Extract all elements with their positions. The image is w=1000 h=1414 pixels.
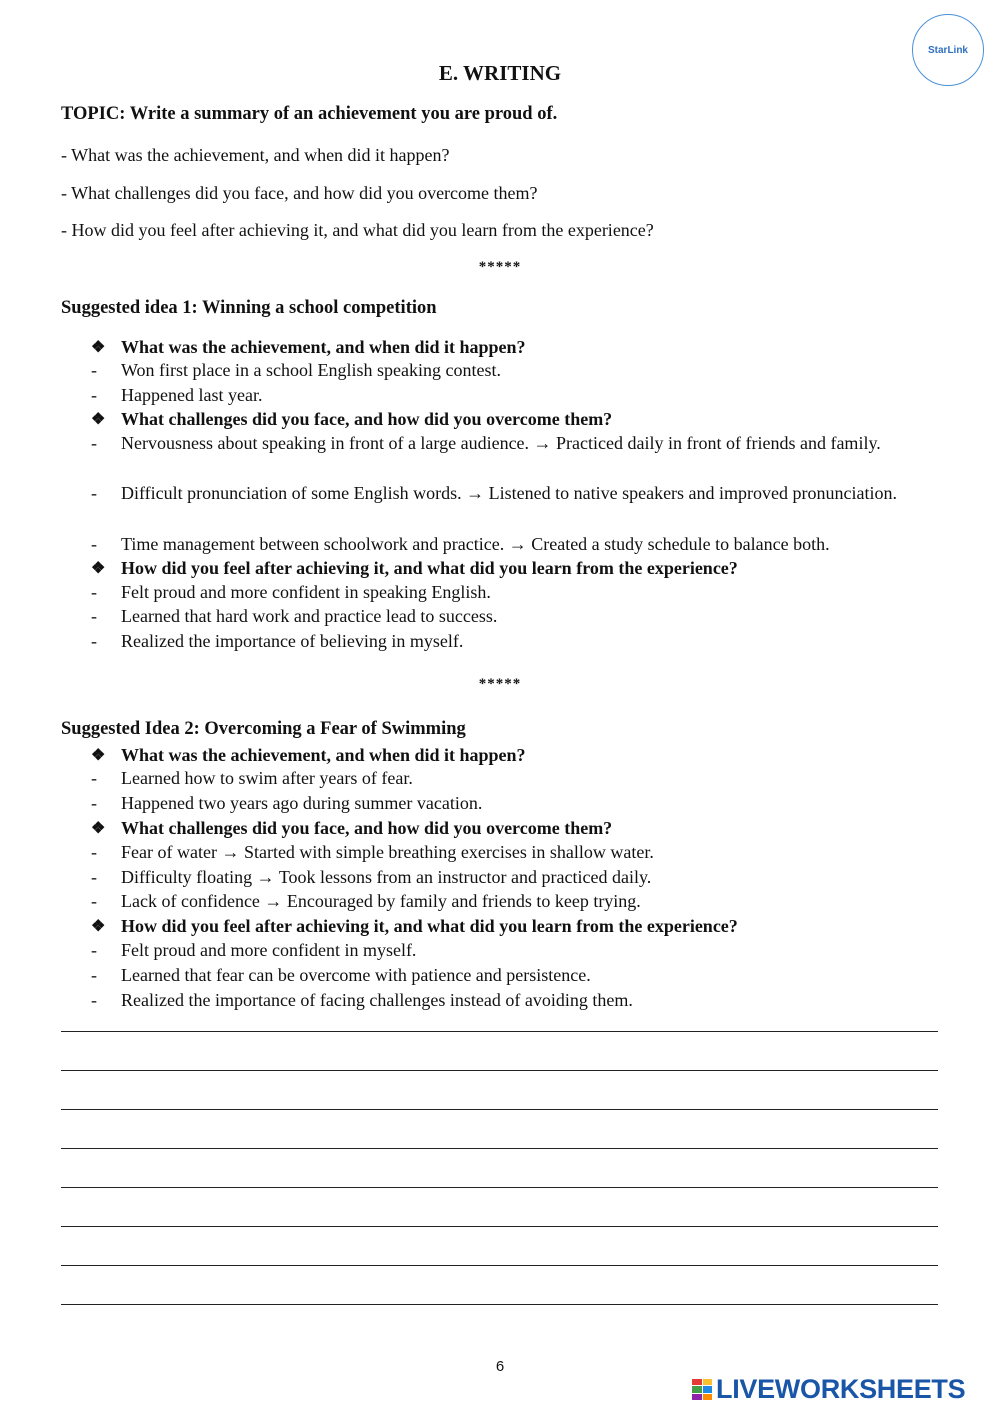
list-item: - Realized the importance of facing challenges instead of avoiding them. <box>91 990 633 1010</box>
list-item: - Won first place in a school English speaking contest. <box>91 360 501 380</box>
idea-2-question-2: ❖ What challenges did you face, and how did you overcome them? <box>91 816 931 841</box>
section-title: E. WRITING <box>438 61 562 85</box>
liveworksheets-logo[interactable] <box>692 1374 965 1405</box>
writing-line[interactable] <box>61 1187 938 1188</box>
diamond-bullet-icon: ❖ <box>91 747 106 764</box>
writing-line[interactable] <box>61 1109 938 1110</box>
list-item: - Happened two years ago during summer vacation. <box>91 793 483 813</box>
idea-2-question-1: ❖ What was the achievement, and when did it happen? <box>91 743 931 768</box>
idea-2-question-3: ❖ How did you feel after achieving it, and what did you learn from the experience? <box>91 914 931 939</box>
idea-2-title: Suggested Idea 2: Overcoming a Fear of Swimming <box>61 719 466 739</box>
list-item: - Happened last year. <box>91 385 263 405</box>
diamond-bullet-icon: ❖ <box>91 339 106 356</box>
idea-1-question-2: ❖ What challenges did you face, and how did you overcome them? <box>91 407 931 432</box>
separator: ***** <box>478 259 522 275</box>
list-item: - Nervousness about speaking in front of a large audience. → Practiced daily in front of friends and family. <box>91 433 881 453</box>
topic-question: - How did you feel after achieving it, and what did you learn from the experience? <box>61 220 654 240</box>
list-item: - Time management between schoolwork and practice. → Created a study schedule to balance both. <box>91 534 830 554</box>
list-item: - Realized the importance of believing in myself. <box>91 631 464 651</box>
writing-line[interactable] <box>61 1265 938 1266</box>
list-item: - Difficulty floating → Took lessons from an instructor and practiced daily. <box>91 867 652 887</box>
liveworksheets-text: LIVEWORKSHEETS <box>716 1374 966 1404</box>
list-item: - Learned that hard work and practice lead to success. <box>91 606 498 626</box>
writing-line[interactable] <box>61 1070 938 1071</box>
writing-line[interactable] <box>61 1148 938 1149</box>
topic-question: - What was the achievement, and when did it happen? <box>61 145 450 165</box>
liveworksheets-icon <box>692 1379 712 1401</box>
list-item: - Learned how to swim after years of fear. <box>91 768 413 788</box>
diamond-bullet-icon: ❖ <box>91 820 106 837</box>
page-number: 6 <box>495 1358 505 1375</box>
list-item: - Felt proud and more confident in speaking English. <box>91 582 491 602</box>
list-item: - Fear of water → Started with simple breathing exercises in shallow water. <box>91 842 654 862</box>
diamond-bullet-icon: ❖ <box>91 411 106 428</box>
topic-question: - What challenges did you face, and how did you overcome them? <box>61 183 538 203</box>
idea-1-question-1: ❖ What was the achievement, and when did it happen? <box>91 335 931 360</box>
separator: ***** <box>478 676 522 692</box>
writing-line[interactable] <box>61 1304 938 1305</box>
writing-line[interactable] <box>61 1031 938 1032</box>
starlink-logo: StarLink <box>912 14 984 86</box>
list-item: - Lack of confidence → Encouraged by family and friends to keep trying. <box>91 891 641 911</box>
idea-1-title: Suggested idea 1: Winning a school competition <box>61 298 437 318</box>
diamond-bullet-icon: ❖ <box>91 918 106 935</box>
list-item: - Felt proud and more confident in myself. <box>91 940 417 960</box>
list-item: - Learned that fear can be overcome with patience and persistence. <box>91 965 591 985</box>
diamond-bullet-icon: ❖ <box>91 560 106 577</box>
idea-1-question-3: ❖ How did you feel after achieving it, and what did you learn from the experience? <box>91 556 931 581</box>
writing-line[interactable] <box>61 1226 938 1227</box>
topic-heading: TOPIC: Write a summary of an achievement you are proud of. <box>61 104 558 124</box>
list-item: - Difficult pronunciation of some English words. → Listened to native speakers and improved pronunciation. <box>91 483 898 503</box>
